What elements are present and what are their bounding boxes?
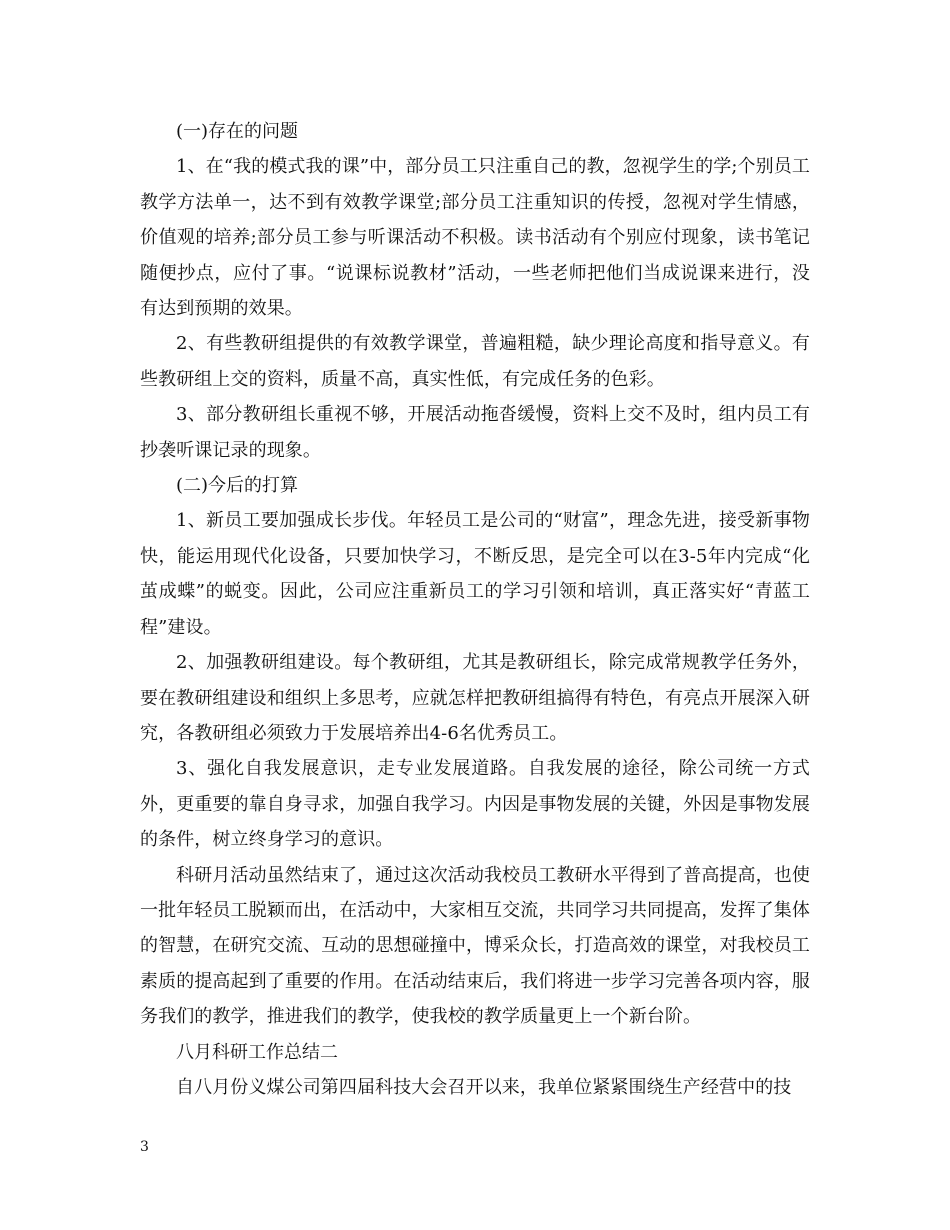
section-heading-plans: (二)今后的打算 — [176, 475, 299, 497]
paragraph-problem-2: 2、有些教研组提供的有效教学课堂，普遍粗糙，缺少理论高度和指导意义。有些教研组上交的资料，质量不高，真实性低，有完成任务的色彩。 — [140, 333, 810, 390]
paragraph-problem-1: 1、在“我的模式我的课”中，部分员工只注重自己的教，忽视学生的学;个别员工教学方法单一，达不到有效教学课堂;部分员工注重知识的传授，忽视对学生情感，价值观的培养;部分员工参与听课活动不积极。读书活动有个别应付现象，读书笔记随便抄点，应付了事。“说课标说教材”活动，一些老师把他们当成说课来进行，没有达到预期的效果。 — [140, 156, 810, 320]
document-body — [140, 114, 810, 1105]
section-heading-problems: (一)存在的问题 — [176, 121, 299, 142]
page-number: 3 — [140, 1139, 149, 1155]
paragraph-plan-1: 1、新员工要加强成长步伐。年轻员工是公司的“财富”，理念先进，接受新事物快，能运用现代化设备，只要加快学习，不断反思，是完全可以在3-5年内完成“化茧成蝶”的蜕变。因此，公司应注重新员工的学习引领和培训，真正落实好“青蓝工程”建设。 — [140, 510, 810, 638]
paragraph-conclusion: 科研月活动虽然结束了，通过这次活动我校员工教研水平得到了普高提高，也使一批年轻员工脱颖而出，在活动中，大家相互交流，共同学习共同提高，发挥了集体的智慧，在研究交流、互动的思想碰撞中，博采众长，打造高效的课堂，对我校员工素质的提高起到了重要的作用。在活动结束后，我们将进一步学习完善各项内容，服务我们的教学，推进我们的教学，使我校的教学质量更上一个新台阶。 — [140, 864, 810, 1028]
paragraph-plan-3: 3、强化自我发展意识，走专业发展道路。自我发展的途径，除公司统一方式外，更重要的靠自身寻求，加强自我学习。内因是事物发展的关键，外因是事物发展的条件，树立终身学习的意识。 — [140, 758, 810, 851]
paragraph-summary-two-intro: 自八月份义煤公司第四届科技大会召开以来，我单位紧紧围绕生产经营中的技 — [176, 1076, 792, 1098]
paragraph-problem-3: 3、部分教研组长重视不够，开展活动拖沓缓慢，资料上交不及时，组内员工有抄袭听课记录的现象。 — [140, 404, 810, 461]
paragraph-plan-2: 2、加强教研组建设。每个教研组，尤其是教研组长，除完成常规教学任务外，要在教研组建设和组织上多思考，应就怎样把教研组搞得有特色，有亮点开展深入研究，各教研组必须致力于发展培养出4-6名优秀员工。 — [140, 652, 810, 744]
section-heading-summary-two: 八月科研工作总结二 — [176, 1041, 338, 1063]
